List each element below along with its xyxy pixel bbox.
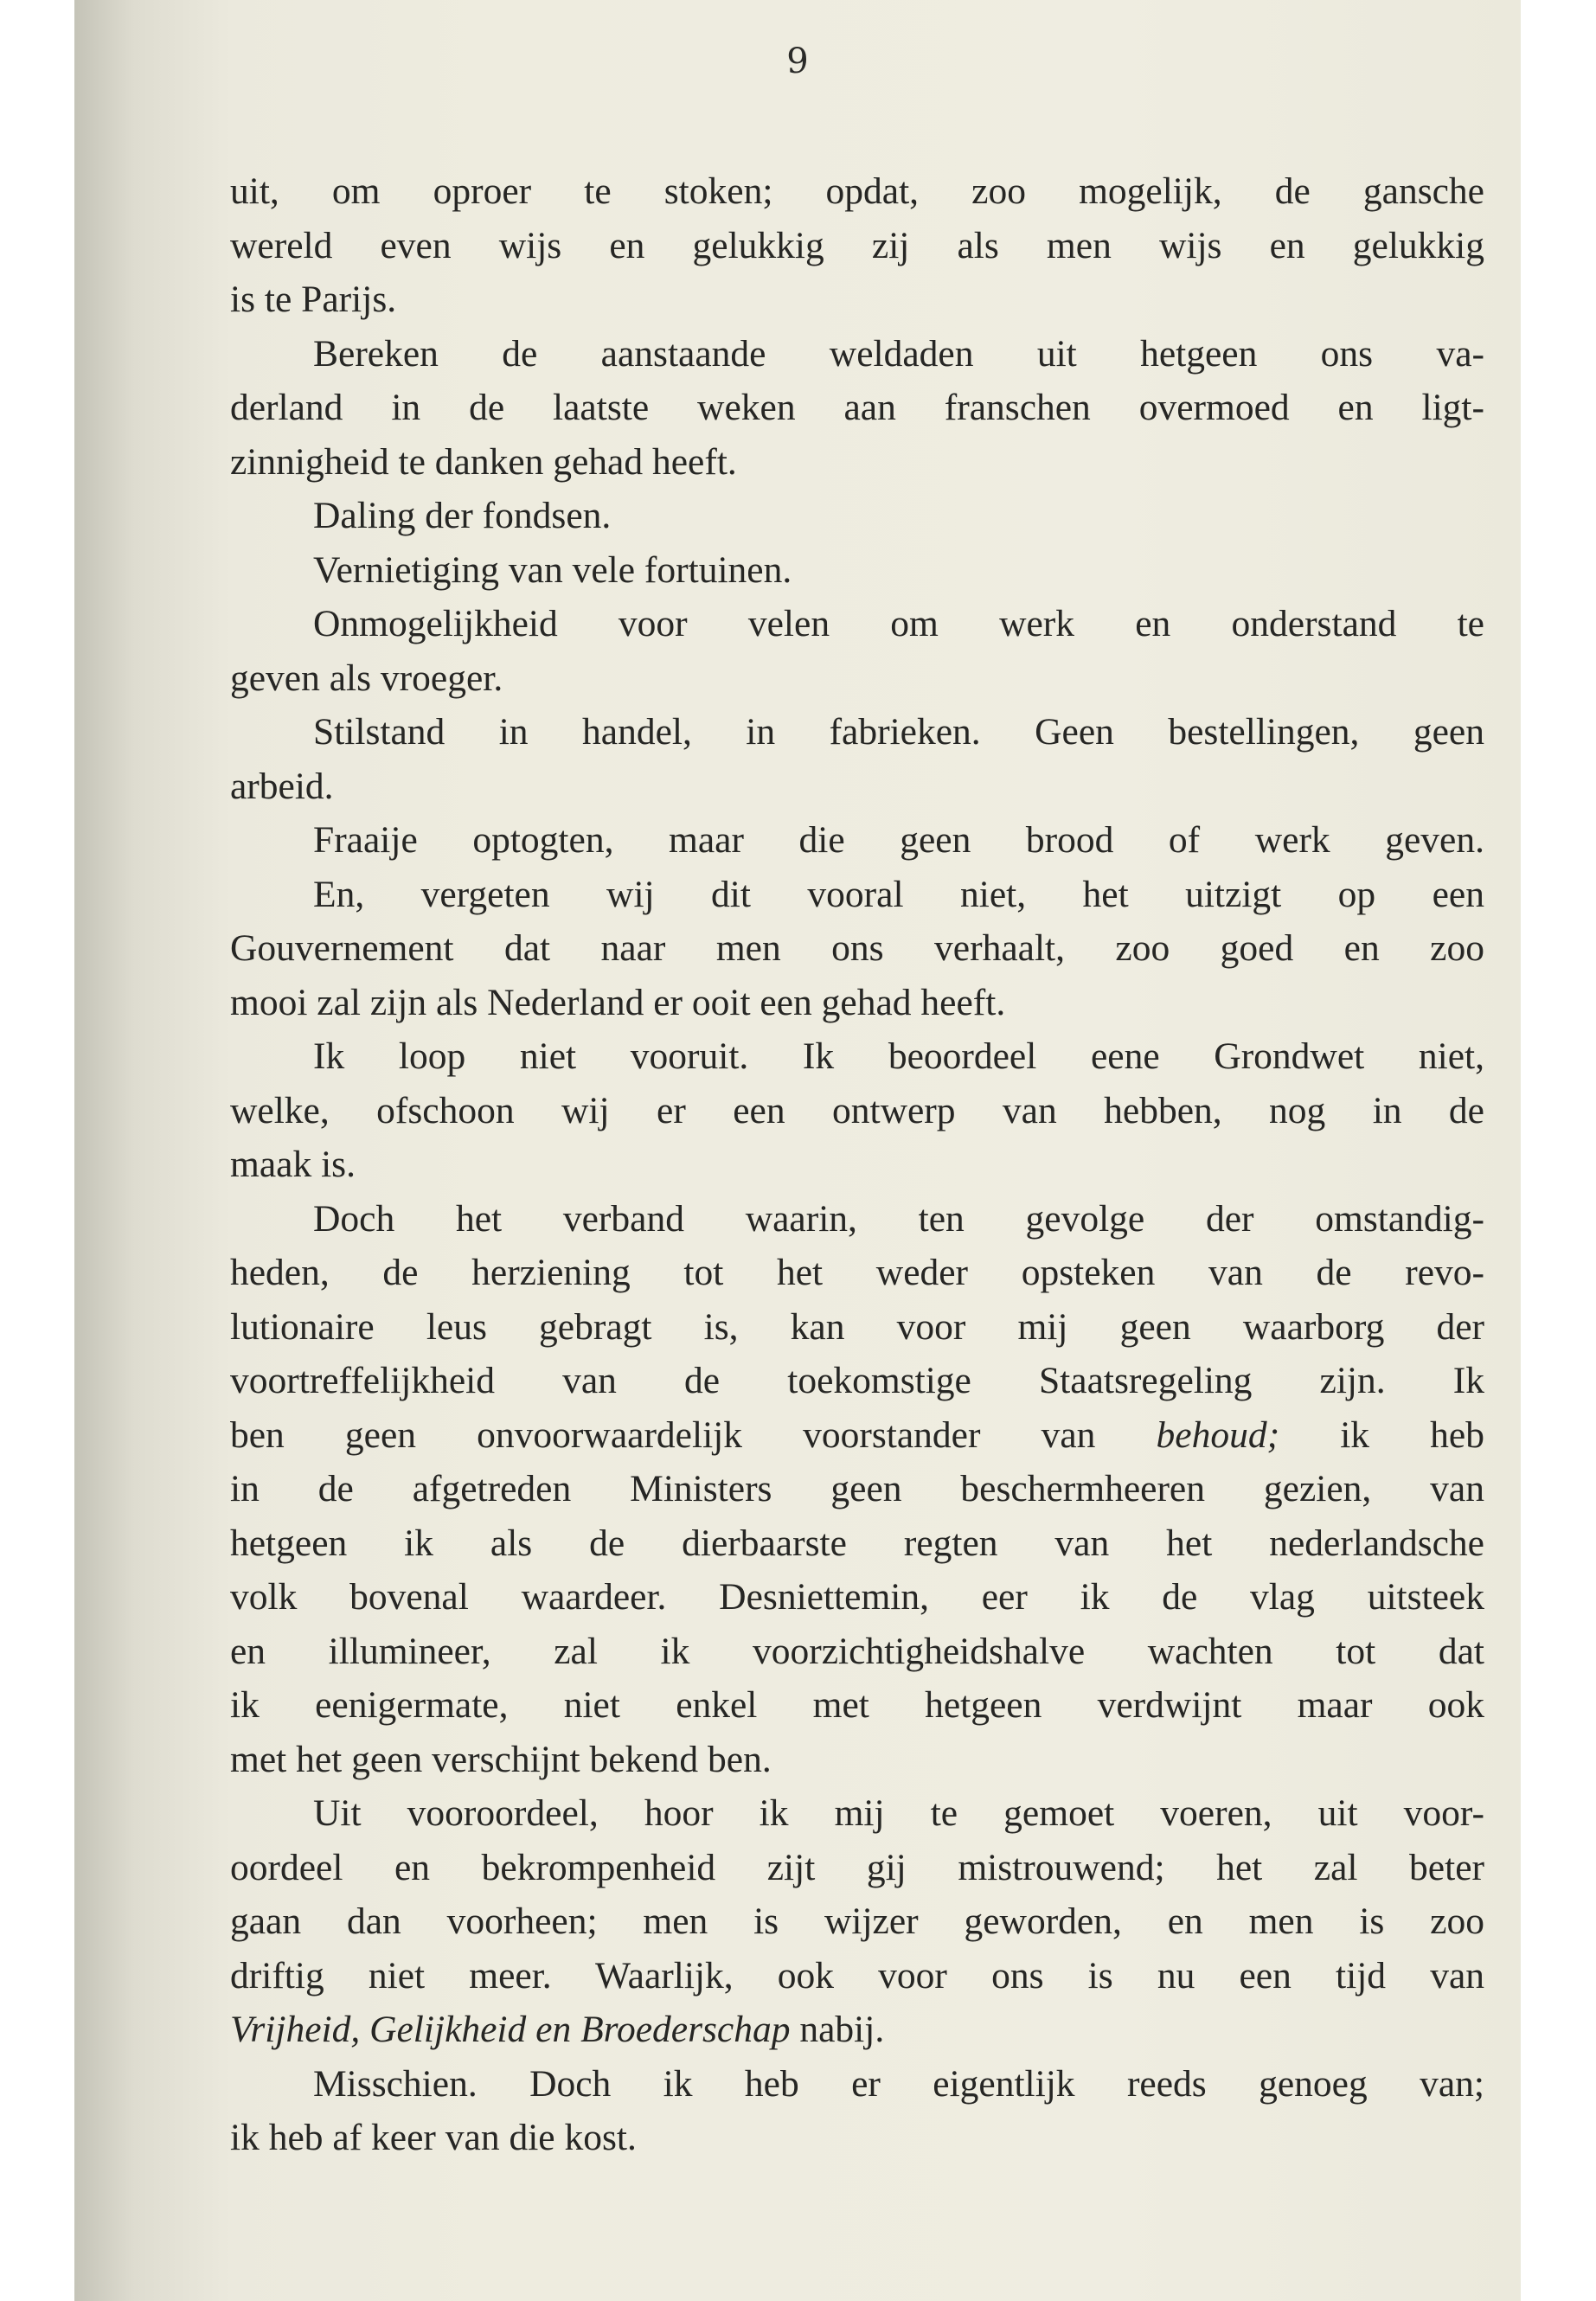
book-page xyxy=(74,0,1521,2301)
text-line: lutionaire leus gebragt is, kan voor mij geen waarborg der xyxy=(230,1305,1484,1348)
text-line: voortreffelijkheid van de toekomstige Staatsregeling zijn. Ik xyxy=(230,1360,1484,1401)
text-line: hetgeen ik als de dierbaarste regten van het nederlandsche xyxy=(230,1522,1484,1564)
text-fragment: Vrijheid, Gelijkheid en Broederschap nabij. xyxy=(230,2009,885,2050)
text-line: Gouvernement dat naar men ons verhaalt, zoo goed en zoo xyxy=(230,927,1484,969)
text-line: mooi zal zijn als Nederland er ooit een gehad heeft. xyxy=(230,981,1006,1023)
text-line: Onmogelijkheid voor velen om werk en onderstand te xyxy=(313,603,1484,644)
text-line: derland in de laatste weken aan franschen overmoed en ligt- xyxy=(230,387,1484,428)
text-line: gaan dan voorheen; men is wijzer geworden, en men is zoo xyxy=(230,1900,1484,1942)
text-line: wereld even wijs en gelukkig zij als men wijs en gelukkig xyxy=(230,224,1484,266)
text-line: Fraaije optogten, maar die geen brood of werk geven. xyxy=(313,819,1484,861)
text-line: uit, om oproer te stoken; opdat, zoo mogelijk, de gansche xyxy=(230,170,1484,212)
text-line: En, vergeten wij dit vooral niet, het uitzigt op een xyxy=(313,873,1484,915)
page-number: 9 xyxy=(786,42,809,81)
body-text xyxy=(230,164,1484,2165)
text-line: zinnigheid te danken gehad heeft. xyxy=(230,440,737,483)
text-line: arbeid. xyxy=(230,765,334,807)
italic-phrase: Vrijheid, Gelijkheid en Broederschap xyxy=(230,2009,791,2050)
text-line: maak is. xyxy=(230,1144,356,1185)
italic-phrase: behoud; xyxy=(1156,1413,1280,1456)
text-line: ik heb af keer van die kost. xyxy=(230,2117,637,2158)
text-line: met het geen verschijnt bekend ben. xyxy=(230,1738,772,1780)
text-line: Bereken de aanstaande weldaden uit hetgeen ons va- xyxy=(313,332,1484,375)
text-fragment: ben geen onvoorwaardelijk voorstander van behoud; ik heb xyxy=(230,1413,1484,1456)
text-line: oordeel en bekrompenheid zijt gij mistrouwend; het zal beter xyxy=(230,1846,1484,1888)
text-line: Vernietiging van vele fortuinen. xyxy=(313,548,792,591)
text-line: volk bovenal waardeer. Desniettemin, eer ik de vlag uitsteek xyxy=(230,1576,1484,1618)
text-line: ik eenigermate, niet enkel met hetgeen verdwijnt maar ook xyxy=(230,1684,1484,1726)
text-line: Uit vooroordeel, hoor ik mij te gemoet voeren, uit voor- xyxy=(313,1792,1484,1834)
text-line xyxy=(230,2003,1484,2057)
text-line: Doch het verband waarin, ten gevolge der omstandig- xyxy=(313,1197,1484,1240)
text-line: en illumineer, zal ik voorzichtigheidshalve wachten tot dat xyxy=(230,1630,1484,1672)
text-line: Ik loop niet vooruit. Ik beoordeel eene Grondwet niet, xyxy=(313,1035,1484,1077)
text-line xyxy=(230,1408,1484,1463)
text-line: driftig niet meer. Waarlijk, ook voor ons is nu een tijd van xyxy=(230,1954,1484,1997)
text-line: in de afgetreden Ministers geen beschermheeren gezien, van xyxy=(230,1468,1484,1509)
text-line: Stilstand in handel, in fabrieken. Geen bestellingen, geen xyxy=(313,711,1484,753)
text-line: Daling der fondsen. xyxy=(313,495,612,536)
text-line: welke, ofschoon wij er een ontwerp van hebben, nog in de xyxy=(230,1089,1484,1131)
text-line: Misschien. Doch ik heb er eigentlijk reeds genoeg van; xyxy=(313,2062,1484,2105)
text-line: heden, de herziening tot het weder opsteken van de revo- xyxy=(230,1252,1484,1293)
text-line: geven als vroeger. xyxy=(230,657,503,699)
text-line: is te Parijs. xyxy=(230,279,397,320)
